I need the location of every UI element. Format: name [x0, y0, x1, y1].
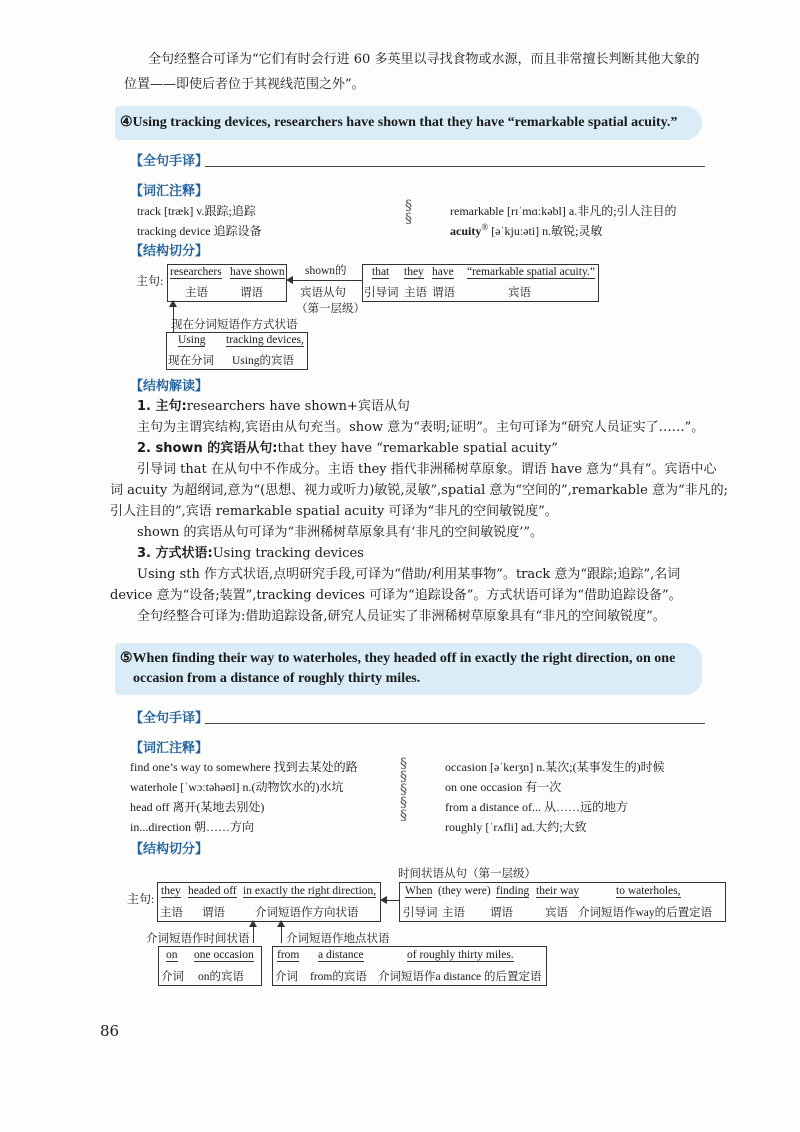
q5-pred: 谓语 [202, 907, 225, 919]
q4-arrow-obj [288, 280, 362, 281]
q5-in-direction: in exactly the right direction, [243, 885, 377, 897]
q5-subj2: 主语 [442, 907, 465, 919]
q5-of-roughly: of roughly thirty miles. [407, 949, 514, 961]
q4-have: have [432, 266, 454, 278]
q4-that: that [372, 266, 390, 278]
q5-their-way: their way [536, 885, 580, 897]
vocab-track: track [træk] v.跟踪;追踪 [137, 204, 256, 218]
q5-translate-label: 【全句手译】 [130, 711, 209, 726]
q4-tracking: tracking devices, [226, 334, 304, 346]
q4-main-label: 主句: [136, 274, 164, 288]
explain-l2a: 引导词 that 在从句中不作成分。主语 they 指代非洲稀树草原象。谓语 have 意为“具有”。宾语中心 [137, 462, 717, 477]
q5-intro: 引导词 [403, 907, 438, 919]
vocab-divider-2: § § § § § [400, 756, 407, 824]
explain-l3c: 全句经整合可译为:借助追踪设备,研究人员证实了非洲稀树草原象具有“非凡的空间敏锐度”。 [137, 609, 666, 624]
vocab-roughly: roughly [ˈrʌfli] ad.大约;大致 [445, 820, 587, 834]
q5-they: they [161, 885, 181, 897]
vocab-on-one-occasion: on one occasion 有一次 [445, 780, 562, 794]
top-paragraph-line1: 全句经整合可译为“它们有时会行进 60 多英里以寻找食物或水源，而且非常擅长判断其他大象的 [148, 52, 700, 67]
q4-using: Using [178, 334, 206, 346]
q5-translate-line[interactable] [205, 723, 705, 724]
q4-obj-clause: 宾语从句 [300, 287, 346, 299]
q5-arrow-pp-place-head [277, 920, 285, 927]
q5-time-clause: 时间状语从句（第一层级） [398, 868, 536, 880]
vocab-direction: in...direction 朝……方向 [130, 820, 254, 834]
vocab-acuity: acuity® [əˈkjuːəti] n.敏锐;灵敏 [450, 222, 603, 238]
q5-vocab-label: 【词汇注释】 [130, 741, 209, 756]
q5-one-occasion: one occasion [194, 949, 254, 961]
q4-sentence: ④Using tracking devices, researchers have shown that they have “remarkable spatial acuity.” [120, 115, 678, 130]
q5-from-obj: from的宾语 [310, 971, 367, 983]
q4-translate-label: 【全句手译】 [130, 154, 209, 169]
explain-h2: 2. shown 的宾语从句:that they have “remarkable spatial acuity” [137, 441, 558, 456]
q5-main-label: 主句: [127, 892, 155, 906]
q5-pp-place: 介词短语作地点状语 [286, 933, 390, 945]
q4-explain-label: 【结构解读】 [130, 379, 209, 394]
q5-pred2: 谓语 [490, 907, 513, 919]
q5-pp-attr: 介词短语作way的后置定语 [578, 907, 713, 919]
vocab-find-way: find one’s way to somewhere 找到去某处的路 [130, 760, 358, 774]
q5-subj: 主语 [160, 907, 183, 919]
vocab-head-off: head off 离开(某地去别处) [130, 800, 265, 814]
vocab-waterhole: waterhole [ˈwɔːtəhəʊl] n.(动物饮水的)水坑 [130, 780, 344, 794]
q5-pp-attr2: 介词短语作a distance 的后置定语 [378, 971, 542, 983]
explain-l3a: Using sth 作方式状语,点明研究手段,可译为“借助/利用某事物”。track 意为“跟踪;追踪”,名词 [137, 567, 681, 582]
q4-pred2: 谓语 [432, 287, 455, 299]
q5-prep2: 介词 [275, 971, 298, 983]
q4-obj: 宾语 [508, 287, 531, 299]
q4-pred: 谓语 [240, 287, 263, 299]
q5-arrow-pp-place [281, 925, 282, 943]
vocab-occasion: occasion [əˈkeɪʒn] n.某次;(某事发生的)时候 [445, 760, 665, 774]
q5-a-distance: a distance [318, 949, 364, 961]
vocab-divider: § § [405, 198, 412, 227]
explain-h1: 1. 主句:researchers have shown+宾语从句 [137, 399, 410, 414]
q4-using-obj: Using的宾语 [232, 355, 294, 367]
vocab-remarkable: remarkable [rɪˈmɑːkəbl] a.非凡的;引人注目的 [450, 204, 677, 218]
q4-vocab-label: 【词汇注释】 [130, 184, 209, 199]
page-number: 86 [100, 1022, 120, 1040]
q5-pp-manner: 介词短语作方向状语 [255, 907, 359, 919]
q4-intro: 引导词 [364, 287, 399, 299]
q5-pp-time: 介词短语作时间状语 [146, 933, 250, 945]
q4-they: they [404, 266, 424, 278]
q4-quote: “remarkable spatial acuity.” [467, 266, 595, 278]
q5-when: When [405, 885, 433, 897]
q5-sentence-line2: occasion from a distance of roughly thirty miles. [133, 671, 421, 686]
q4-researchers: researchers [170, 266, 222, 278]
explain-l2c: 引人注目的”,宾语 remarkable spatial acuity 可译为“非凡的空间敏锐度”。 [110, 504, 558, 519]
top-paragraph-line2: 位置——即使后者位于其视线范围之外”。 [124, 77, 365, 92]
q5-to-waterholes: to waterholes, [616, 885, 681, 897]
q5-finding: finding [496, 885, 530, 897]
explain-l2b: 词 acuity 为超纲词,意为“(思想、视力或听力)敏锐,灵敏”,spatial 意为“空间的”,remarkable 意为“非凡的; [110, 483, 728, 498]
q5-obj2: 宾语 [545, 907, 568, 919]
q5-sentence-line1: ⑤When finding their way to waterholes, they headed off in exactly the right direction, on one [120, 651, 676, 666]
q5-arrow-pp-time [253, 925, 254, 943]
explain-l3b: device 意为“设备;装置”,tracking devices 可译为“追踪设备”。方式状语可译为“借助追踪设备”。 [110, 588, 682, 603]
q5-prep: 介词 [161, 971, 184, 983]
vocab-tracking-device: tracking device 追踪设备 [137, 224, 262, 238]
q4-pres-part: 现在分词 [168, 355, 214, 367]
explain-h3: 3. 方式状语:Using tracking devices [137, 546, 364, 561]
q4-struct-label: 【结构切分】 [130, 244, 209, 259]
q5-they-were: (they were) [438, 885, 491, 897]
q5-arrow-pp-time-head [249, 920, 257, 927]
q4-subj2: 主语 [404, 287, 427, 299]
q5-on: on [166, 949, 178, 961]
q4-translate-line[interactable] [205, 166, 705, 167]
q5-arrow-time-head [380, 896, 387, 904]
q4-level1: （第一层级） [296, 303, 365, 315]
q4-have-shown: have shown [230, 266, 285, 278]
q4-arrow-adv-head [169, 300, 177, 307]
q5-on-obj: on的宾语 [198, 971, 244, 983]
q4-subj: 主语 [185, 287, 208, 299]
q4-shown-of: shown的 [305, 265, 347, 277]
explain-l2d: shown 的宾语从句可译为“非洲稀树草原象具有‘非凡的空间敏锐度’”。 [137, 525, 544, 540]
q5-headed-off: headed off [188, 885, 237, 897]
vocab-from-distance: from a distance of... 从……远的地方 [445, 800, 628, 814]
q4-adv-label: 现在分词短语作方式状语 [171, 319, 298, 331]
q5-struct-label: 【结构切分】 [130, 842, 209, 857]
explain-l1: 主句为主谓宾结构,宾语由从句充当。show 意为“表明;证明”。主句可译为“研究人员证实了……”。 [137, 420, 705, 435]
q4-arrow-obj-head [286, 276, 293, 284]
q5-from: from [277, 949, 300, 961]
